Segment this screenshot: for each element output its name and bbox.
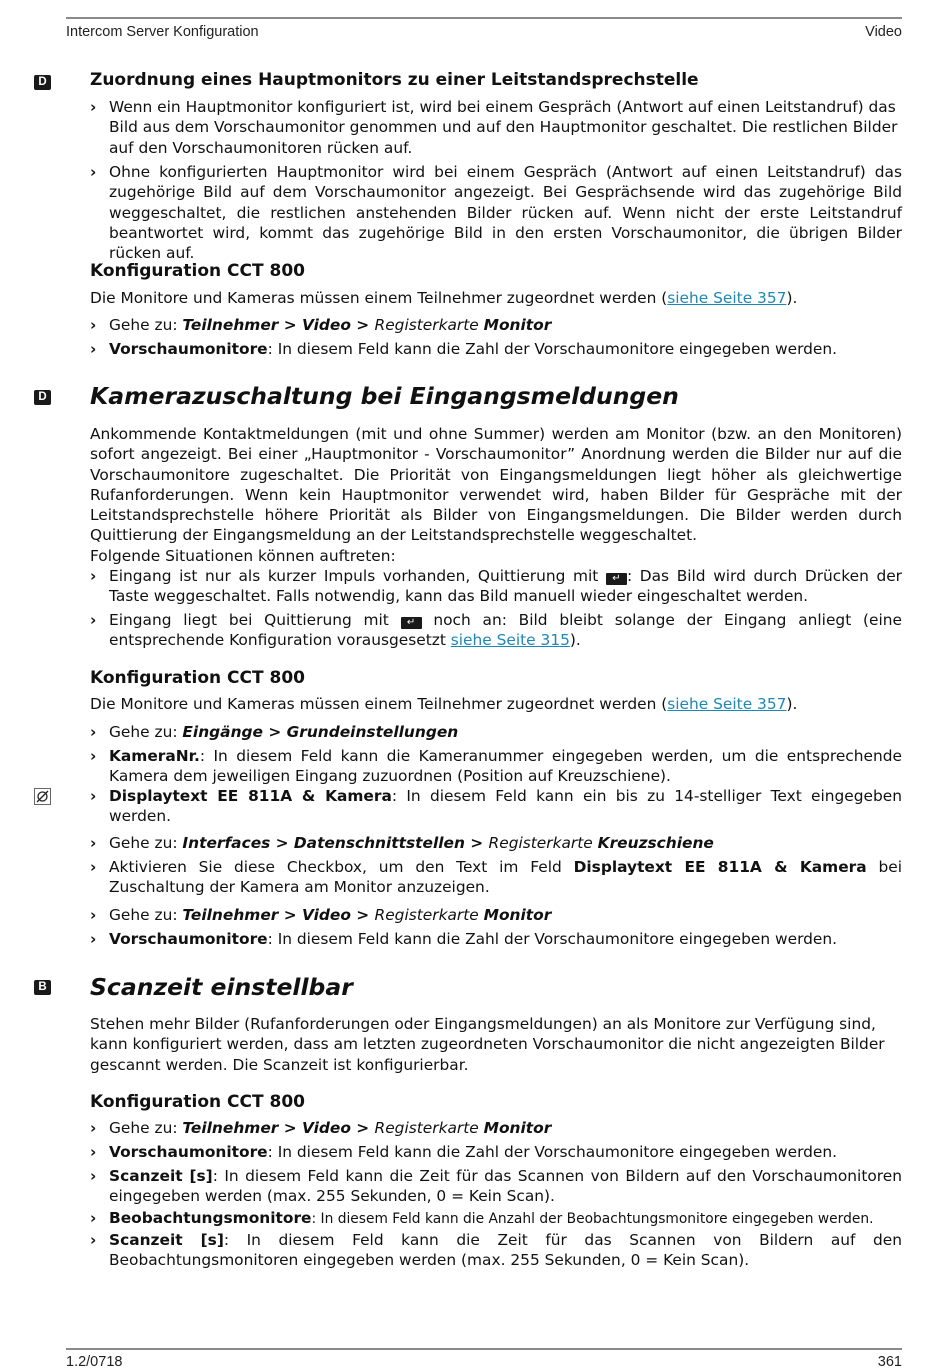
enter-key-icon: ↵	[401, 617, 422, 629]
section-heading-scanzeit: Scanzeit einstellbar	[90, 973, 353, 1001]
section-heading-hauptmonitor: Zuordnung eines Hauptmonitors zu einer Leitstandsprechstelle	[90, 70, 699, 90]
body-paragraph: Ankommende Kontaktmeldungen (mit und ohne Summer) werden am Monitor (bzw. an den Monitoren) sofort angezeigt. Bei einer „Hauptmonitor - Vorschaumonitor” Anordnung werden die Bilder nur auf die Vorschaumonitore zugeschaltet. Die Priorität von Eingangsmeldungen liegt höher als gleichwertige Rufanforderungen. Wenn kein Hauptmonitor verwendet wird, haben Bilder für Gespräche mit der Leitstandsprechstelle höhere Priorität als Bilder von Eingangsmeldungen. Die Bilder werden durch Quittierung der Eingangsmeldung an der Leitstandsprechstelle weggeschaltet.	[90, 425, 902, 545]
chevron-right-icon: ›	[90, 1209, 97, 1227]
enter-key-icon: ↵	[606, 573, 627, 585]
config-heading: Konfiguration CCT 800	[90, 1092, 305, 1112]
header-title: Intercom Server Konfiguration	[66, 24, 259, 40]
config-text: Die Monitore und Kameras müssen einem Teilnehmer zugeordnet werden (siehe Seite 357).	[90, 695, 798, 713]
header-rule	[66, 17, 902, 19]
config-heading: Konfiguration CCT 800	[90, 261, 305, 281]
chevron-right-icon: ›	[90, 834, 97, 852]
chevron-right-icon: ›	[90, 316, 97, 334]
list-item-text: Ohne konfigurierten Hauptmonitor wird bei einem Gespräch (Antwort auf einen Leitstandruf) das zugehörige Bild auf dem Vorschaumonitor angezeigt. Bei Gesprächsende wird das zugehörige Bild weggeschaltet, die restlichen anstehenden Bilder rücken auf. Wenn nicht der erste Leitstandruf beantwortet wird, kommt das zugehörige Bild in den ersten Vorschaumonitor, die übrigen Bilder rücken auf.	[109, 163, 902, 263]
chevron-right-icon: ›	[90, 611, 97, 629]
list-item-text: Wenn ein Hauptmonitor konfiguriert ist, wird bei einem Gespräch (Antwort auf einen Leitstandruf) das Bild aus dem Vorschaumonitor genommen und auf den Hauptmonitor geschaltet. Die restlichen Bilder auf den Vorschaumonitoren rücken auf.	[109, 98, 898, 157]
chevron-right-icon: ›	[90, 163, 97, 181]
chevron-right-icon: ›	[90, 98, 97, 116]
config-heading: Konfiguration CCT 800	[90, 668, 305, 688]
chevron-right-icon: ›	[90, 1231, 97, 1249]
chevron-right-icon: ›	[90, 1119, 97, 1137]
marker-d-icon: D	[34, 75, 51, 90]
document-page: Intercom Server Konfiguration Video D Zuordnung eines Hauptmonitors zu einer Leitstandsprechstelle › Wenn ein Hauptmonitor konfiguriert ist, wird bei einem Gespräch (Antwort auf einen Leitstandruf) das Bild aus dem Vorschaumonitor genommen und auf den Hauptmonitor geschaltet. Die restlichen Bilder auf den Vorschaumonitoren rücken auf. › Ohne konfigurierten Hauptmonitor wird bei einem Gespräch (Antwort auf einen Leitstandruf) das zugehörige Bild auf dem Vorschaumonitor angezeigt. Bei Gesprächsende wird das zugehörige Bild weggeschaltet, die restlichen anstehenden Bilder rücken auf. Wenn nicht der erste Leitstandruf beantwortet wird, kommt das zugehörige Bild in den ersten Vorschaumonitor, die übrigen Bilder rücken auf. Konfiguration CCT 800 Die Monitore und Kameras müssen einem Teilnehmer zugeordnet werden (siehe Seite 357). › Gehe zu: Teilnehmer > Video > Registerkarte Monitor › Vorschaumonitore: In diesem Feld kann die Zahl der Vorschaumonitore eingegeben werden. D Kamerazuschaltung bei Eingangsmeldungen Ankommende Kontaktmeldungen (mit und ohne Summer) werden am Monitor (bzw. an den Monitoren) sofort angezeigt. Bei einer „Hauptmonitor - Vorschaumonitor” Anordnung werden die Bilder nur auf die Vorschaumonitore zugeschaltet. Die Priorität von Eingangsmeldungen liegt höher als gleichwertige Rufanforderungen. Wenn kein Hauptmonitor verwendet wird, haben Bilder für Gespräche mit der Leitstandsprechstelle höhere Priorität als Bilder von Eingangsmeldungen. Die Bilder werden durch Quittierung der Eingangsmeldung an der Leitstandsprechstelle weggeschaltet. Folgende Situationen können auftreten: › Eingang ist nur als kurzer Impuls vorhanden, Quittierung mit ↵ : Das Bild wird durch Drücken der Taste weggeschaltet. Falls notwendig, kann das Bild manuell wieder eingeschaltet werden. › Eingang liegt bei Quittierung mit ↵ noch an: Bild bleibt solange der Eingang anliegt (eine entsprechende Konfiguration vorausgesetzt siehe Seite 315). Konfiguration CCT 800 Die Monitore und Kameras müssen einem Teilnehmer zugeordnet werden (siehe Seite 357). › Gehe zu: Eingänge > Grundeinstellungen › KameraNr.: In diesem Feld kann die Kameranummer eingegeben werden, um die entsprechende Kamera dem jeweiligen Eingang zuzuordnen (Position auf Kreuzschiene). › Displaytext EE 811A & Kamera: In diesem Feld kann ein bis zu 14-stelliger Text eingegeben werden. › Gehe zu: Interfaces > Datenschnittstellen > Registerkarte Kreuzschiene › Aktivieren Sie diese Checkbox, um den Text im Feld Displaytext EE 811A & Kamera bei Zuschaltung der Kamera am Monitor anzuzeigen. › Gehe zu: Teilnehmer > Video > Registerkarte Monitor › Vorschaumonitore: In diesem Feld kann die Zahl der Vorschaumonitore eingegeben werden. B Scanzeit einstellbar Stehen mehr Bilder (Rufanforderungen oder Eingangsmeldungen) an als Monitore zur Verfügung sind, kann konfiguriert werden, dass am letzten zugeordneten Vorschaumonitor die nicht angezeigten Bilder gescannt werden. Die Scanzeit ist konfigurierbar. Konfiguration CCT 800 › Gehe zu: Teilnehmer > Video > Registerkarte Monitor › Vorschaumonitore: In diesem Feld kann die Zahl der Vorschaumonitore eingegeben werden. › Scanzeit [s]: In diesem Feld kann die Zeit für das Scannen von Bildern auf den Vorschaumonitoren eingegeben werden (max. 255 Sekunden, 0 = Kein Scan). › Beobachtungsmonitore: In diesem Feld kann die Anzahl der Beobachtungsmonitore eingegeben werden. › Scanzeit [s]: In diesem Feld kann die Zeit für das Scannen von Bildern auf den Beobachtungsmonitoren eingegeben werden (max. 255 Sekunden, 0 = Kein Scan). 1.2/0718 361	[0, 0, 950, 1371]
chevron-right-icon: ›	[90, 930, 97, 948]
marker-d-icon: D	[34, 390, 51, 405]
chevron-right-icon: ›	[90, 1167, 97, 1185]
chevron-right-icon: ›	[90, 787, 97, 805]
page-number: 361	[877, 1354, 902, 1370]
page-link[interactable]: siehe Seite 357	[667, 289, 787, 307]
body-paragraph-last: Folgende Situationen können auftreten:	[90, 547, 396, 565]
not-applicable-icon	[34, 788, 51, 805]
chevron-right-icon: ›	[90, 723, 97, 741]
config-text: Die Monitore und Kameras müssen einem Teilnehmer zugeordnet werden (siehe Seite 357).	[90, 289, 798, 307]
footer-rule	[66, 1348, 902, 1350]
body-paragraph: Stehen mehr Bilder (Rufanforderungen oder Eingangsmeldungen) an als Monitore zur Verfügung sind, kann konfiguriert werden, dass am letzten zugeordneten Vorschaumonitor die nicht angezeigten Bilder gescannt werden. Die Scanzeit ist konfigurierbar.	[90, 1015, 885, 1074]
chevron-right-icon: ›	[90, 747, 97, 765]
page-link[interactable]: siehe Seite 315	[450, 631, 570, 650]
chevron-right-icon: ›	[90, 567, 97, 585]
chevron-right-icon: ›	[90, 1143, 97, 1161]
chevron-right-icon: ›	[90, 906, 97, 924]
section-heading-kamerazuschaltung: Kamerazuschaltung bei Eingangsmeldungen	[90, 382, 679, 410]
footer-version: 1.2/0718	[66, 1354, 123, 1370]
chevron-right-icon: ›	[90, 340, 97, 358]
header-section: Video	[865, 24, 902, 40]
chevron-right-icon: ›	[90, 858, 97, 876]
marker-b-icon: B	[34, 980, 51, 995]
page-link[interactable]: siehe Seite 357	[667, 695, 787, 713]
